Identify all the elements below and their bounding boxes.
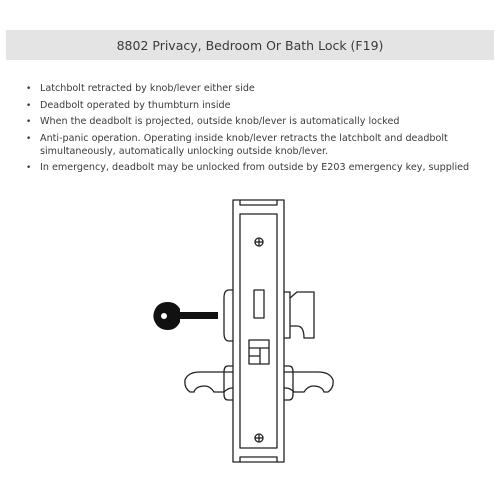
latchbolt — [249, 340, 269, 364]
page-title: 8802 Privacy, Bedroom Or Bath Lock (F19) — [116, 37, 384, 53]
feature-item: • In emergency, deadbolt may be unlocked from outside by E203 emergency key, supplied — [26, 162, 492, 174]
faceplate-bottom-tab — [240, 457, 277, 462]
feature-list — [26, 83, 492, 179]
thumbturn-piece — [290, 292, 314, 338]
screw-top-icon — [255, 238, 263, 246]
outside-rose — [224, 290, 233, 341]
lock-case — [240, 214, 277, 448]
feature-item-continuation: simultaneously, automatically unlocking outside knob/lever. — [40, 145, 329, 157]
outside-lever-rose — [224, 366, 233, 400]
feature-item: • Latchbolt retracted by knob/lever either side — [26, 83, 492, 95]
lock-diagram — [140, 190, 390, 480]
emergency-key-icon — [153, 302, 218, 330]
feature-item: • Anti-panic operation. Operating inside knob/lever retracts the latchbolt and deadbolt — [26, 133, 492, 145]
title-bar — [6, 30, 494, 60]
thumbturn — [284, 292, 290, 338]
feature-item: • When the deadbolt is projected, outside knob/lever is automatically locked — [26, 116, 492, 128]
deadbolt-slot — [254, 290, 264, 318]
faceplate-top-tab — [240, 200, 277, 205]
inside-lever-rose — [284, 366, 293, 400]
feature-item: • Deadbolt operated by thumbturn inside — [26, 100, 492, 112]
inside-lever — [284, 372, 333, 392]
outside-lever — [185, 372, 233, 392]
screw-bottom-icon — [255, 434, 263, 442]
